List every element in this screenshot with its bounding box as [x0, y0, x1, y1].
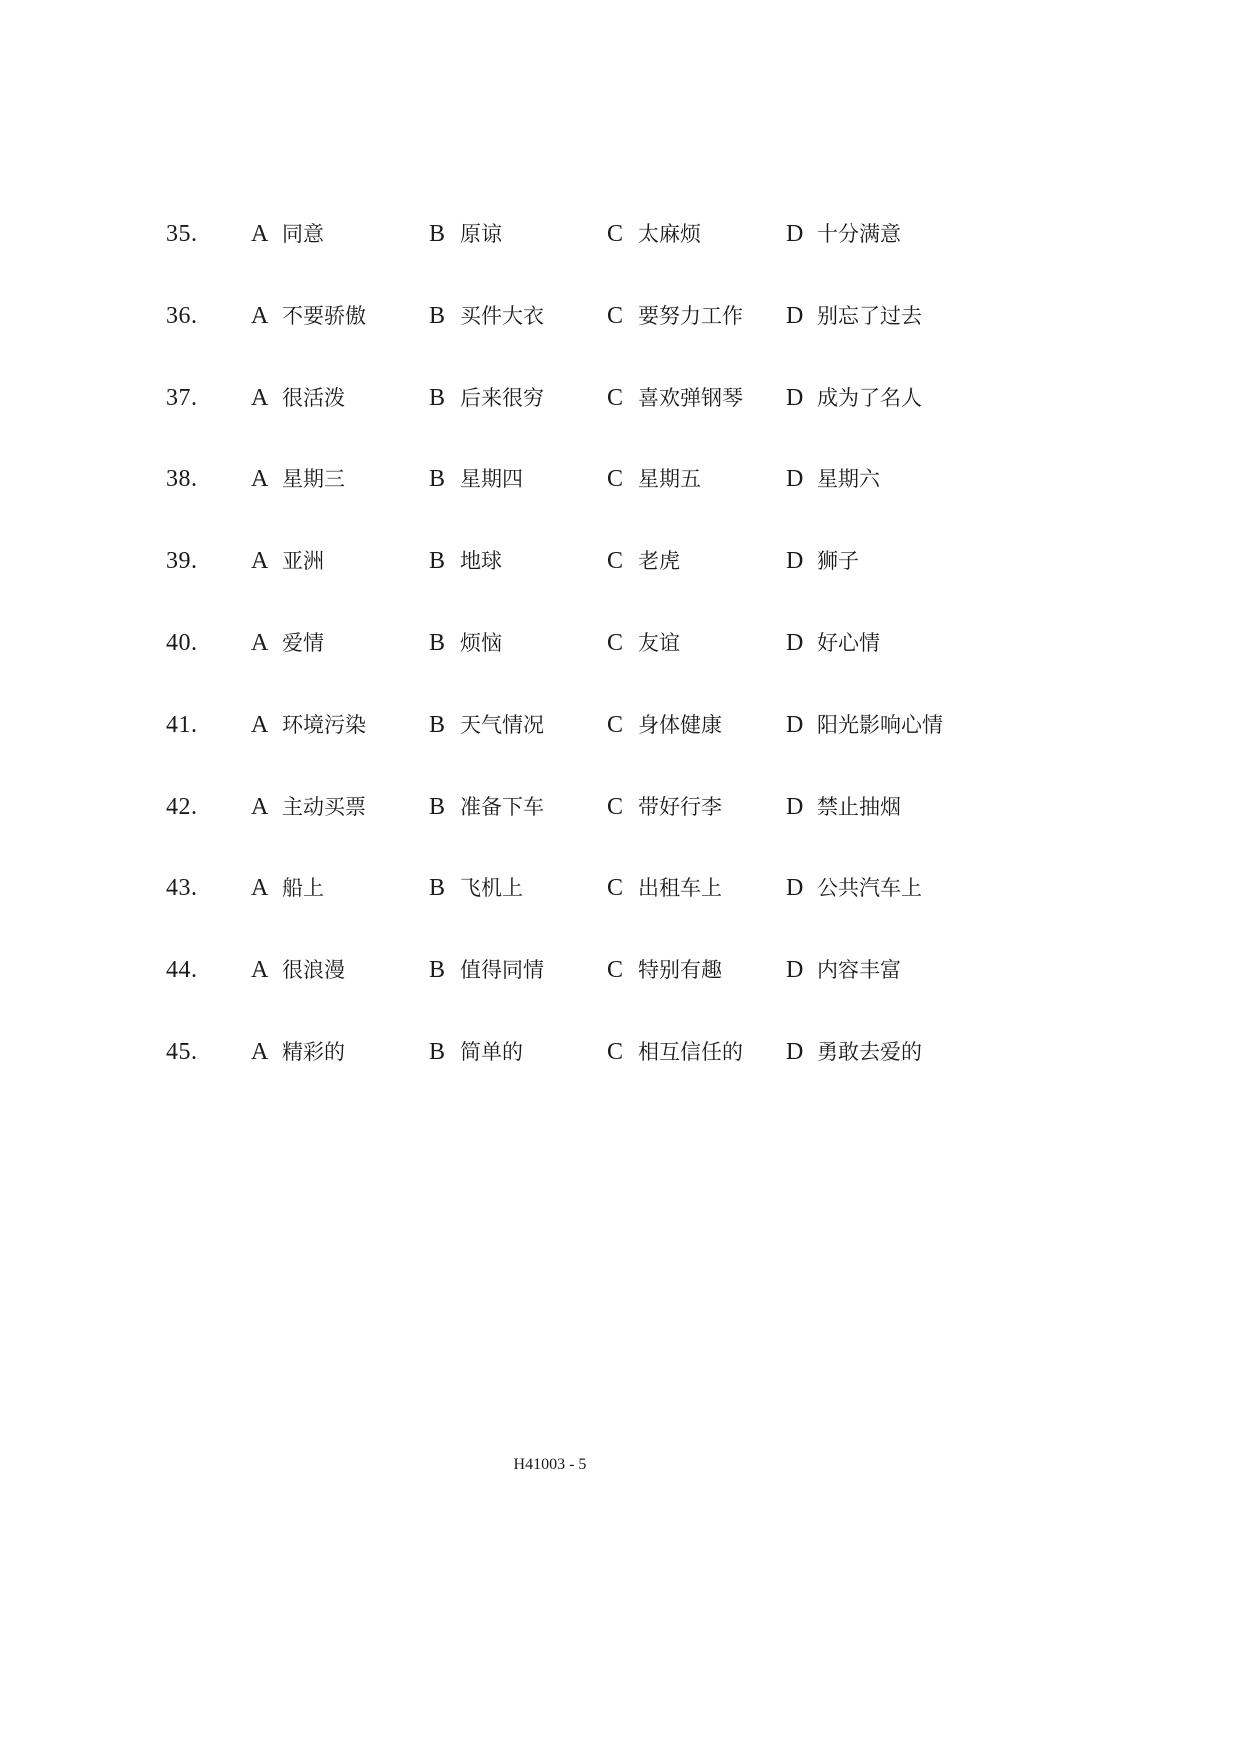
option-text: 内容丰富: [817, 958, 901, 982]
option-letter: B: [429, 385, 446, 411]
option-letter: C: [607, 875, 624, 901]
option-text: 星期五: [638, 467, 701, 491]
question-row: [0, 378, 1100, 418]
option-text: 出租车上: [638, 876, 722, 900]
question-number: 37.: [166, 385, 198, 411]
option-letter: A: [251, 221, 269, 247]
question-number: 43.: [166, 875, 198, 901]
page-number-label: H41003 - 5: [513, 1456, 587, 1473]
option-letter: B: [429, 630, 446, 656]
option-text: 要努力工作: [638, 304, 743, 328]
option-letter: C: [607, 712, 624, 738]
option-letter: A: [251, 466, 269, 492]
option-text: 天气情况: [460, 713, 544, 737]
question-row: [0, 541, 1100, 581]
option-letter: C: [607, 303, 624, 329]
option-text: 老虎: [638, 549, 680, 573]
option-text: 准备下车: [460, 795, 544, 819]
option-text: 烦恼: [460, 631, 502, 655]
option-text: 相互信任的: [638, 1040, 743, 1064]
option-text: 很活泼: [282, 386, 345, 410]
option-letter: A: [251, 385, 269, 411]
option-letter: D: [786, 548, 804, 574]
option-text: 星期三: [282, 467, 345, 491]
question-row: [0, 296, 1100, 336]
option-text: 后来很穷: [460, 386, 544, 410]
option-text: 地球: [460, 549, 502, 573]
question-row: [0, 214, 1100, 254]
option-letter: D: [786, 466, 804, 492]
option-letter: A: [251, 712, 269, 738]
option-letter: B: [429, 466, 446, 492]
option-text: 喜欢弹钢琴: [638, 386, 743, 410]
option-letter: A: [251, 957, 269, 983]
option-letter: A: [251, 1039, 269, 1065]
option-letter: C: [607, 957, 624, 983]
option-letter: A: [251, 303, 269, 329]
question-number: 45.: [166, 1039, 198, 1065]
question-number: 38.: [166, 466, 198, 492]
option-letter: D: [786, 221, 804, 247]
option-text: 爱情: [282, 631, 324, 655]
option-text: 买件大衣: [460, 304, 544, 328]
page-footer: [0, 1454, 1100, 1476]
option-letter: D: [786, 630, 804, 656]
option-text: 友谊: [638, 631, 680, 655]
question-row: [0, 950, 1100, 990]
question-row: [0, 623, 1100, 663]
option-text: 环境污染: [282, 713, 366, 737]
option-letter: B: [429, 794, 446, 820]
option-text: 别忘了过去: [817, 304, 922, 328]
question-row: [0, 1032, 1100, 1072]
option-letter: B: [429, 1039, 446, 1065]
option-text: 太麻烦: [638, 222, 701, 246]
option-letter: B: [429, 548, 446, 574]
question-row: [0, 868, 1100, 908]
option-text: 狮子: [817, 549, 859, 573]
question-number: 36.: [166, 303, 198, 329]
question-number: 41.: [166, 712, 198, 738]
option-text: 原谅: [460, 222, 502, 246]
option-letter: C: [607, 794, 624, 820]
option-letter: C: [607, 466, 624, 492]
option-letter: D: [786, 385, 804, 411]
option-letter: D: [786, 957, 804, 983]
option-text: 简单的: [460, 1040, 523, 1064]
option-letter: C: [607, 385, 624, 411]
question-row: [0, 459, 1100, 499]
option-text: 勇敢去爱的: [817, 1040, 922, 1064]
option-text: 很浪漫: [282, 958, 345, 982]
question-row: [0, 787, 1100, 827]
option-letter: D: [786, 1039, 804, 1065]
option-letter: A: [251, 548, 269, 574]
option-letter: B: [429, 221, 446, 247]
option-letter: C: [607, 548, 624, 574]
option-text: 十分满意: [817, 222, 901, 246]
option-text: 同意: [282, 222, 324, 246]
option-letter: A: [251, 630, 269, 656]
option-letter: B: [429, 712, 446, 738]
option-text: 星期六: [817, 467, 880, 491]
option-text: 身体健康: [638, 713, 722, 737]
question-number: 40.: [166, 630, 198, 656]
option-text: 不要骄傲: [282, 304, 366, 328]
option-text: 船上: [282, 876, 324, 900]
option-letter: B: [429, 875, 446, 901]
option-text: 带好行李: [638, 795, 722, 819]
option-letter: C: [607, 630, 624, 656]
option-text: 特别有趣: [638, 958, 722, 982]
option-letter: D: [786, 712, 804, 738]
option-letter: C: [607, 1039, 624, 1065]
question-row: [0, 705, 1100, 745]
option-text: 值得同情: [460, 958, 544, 982]
option-text: 禁止抽烟: [817, 795, 901, 819]
question-number: 35.: [166, 221, 198, 247]
option-letter: D: [786, 303, 804, 329]
option-text: 星期四: [460, 467, 523, 491]
option-letter: B: [429, 303, 446, 329]
option-text: 亚洲: [282, 549, 324, 573]
option-letter: D: [786, 875, 804, 901]
option-text: 阳光影响心情: [817, 713, 943, 737]
question-number: 39.: [166, 548, 198, 574]
option-text: 公共汽车上: [817, 876, 922, 900]
option-text: 成为了名人: [817, 386, 922, 410]
question-number: 42.: [166, 794, 198, 820]
option-letter: D: [786, 794, 804, 820]
question-number: 44.: [166, 957, 198, 983]
option-text: 精彩的: [282, 1040, 345, 1064]
option-letter: A: [251, 875, 269, 901]
option-text: 好心情: [817, 631, 880, 655]
option-letter: C: [607, 221, 624, 247]
option-letter: B: [429, 957, 446, 983]
option-text: 主动买票: [282, 795, 366, 819]
option-text: 飞机上: [460, 876, 523, 900]
option-letter: A: [251, 794, 269, 820]
